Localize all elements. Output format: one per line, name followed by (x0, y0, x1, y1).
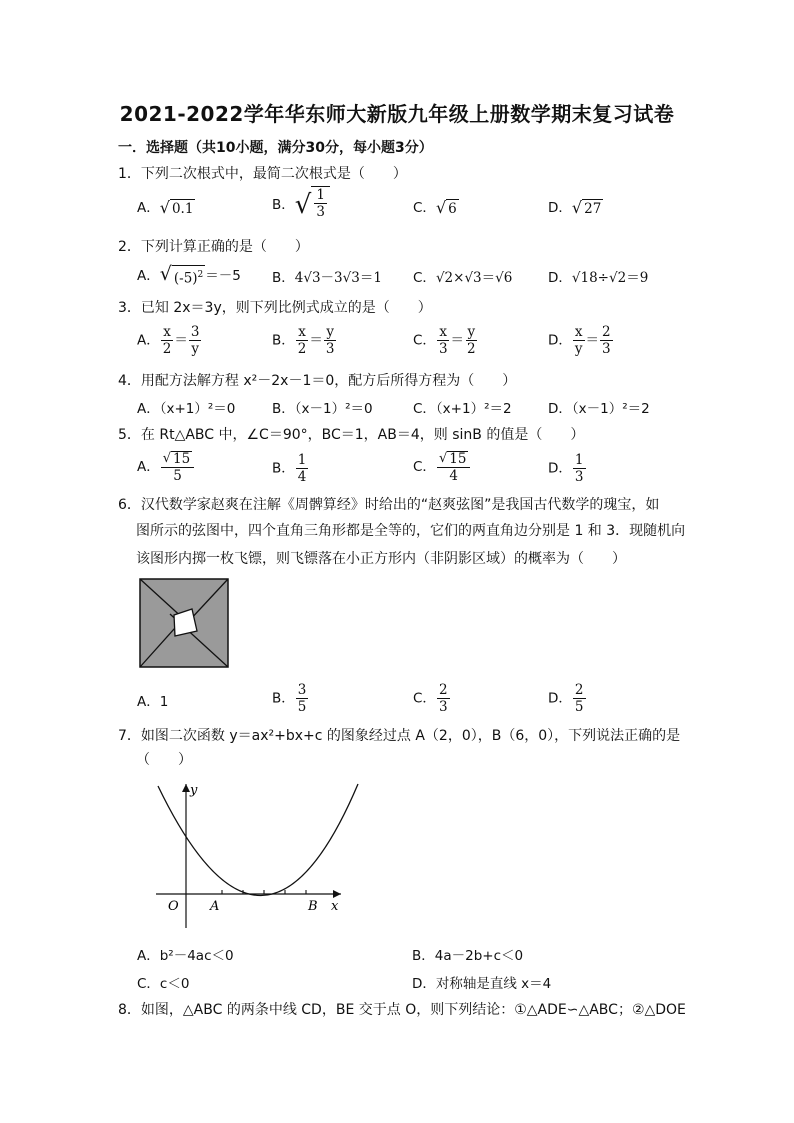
question-2-stem: 2．下列计算正确的是（ ） (118, 239, 309, 255)
point-b-label: B (308, 899, 318, 914)
q2-option-b: B．4√3－3√3＝1 (272, 270, 382, 286)
question-7-line-1: 7．如图二次函数 y＝ax²+bx+c 的图象经过点 A（2，0），B（6，0），下列说法正确的是 (118, 728, 681, 744)
q3-option-c: C． $\frac{x}{3}$ ＝ $\frac{y}{2}$ (413, 324, 476, 357)
q4-option-b: B．（x－1）²＝0 (272, 401, 373, 417)
q2-option-d: D．√18÷√2＝9 (548, 270, 649, 286)
q7-option-c: C．c＜0 (137, 976, 190, 992)
question-6-line-2: 图所示的弦图中，四个直角三角形都是全等的，它们的两直角边分别是 1 和 3．现随机向 (136, 523, 686, 539)
question-4-stem: 4．用配方法解方程 x²－2x－1＝0，配方后所得方程为（ ） (118, 373, 517, 389)
page-title: 2021-2022学年华东师大新版九年级上册数学期末复习试卷 (119, 102, 675, 126)
q3-option-a: A． $\frac{x}{2}$ ＝ $\frac{3}{y}$ (137, 324, 200, 357)
q6-option-d: D． $\frac{2}{5}$ (548, 682, 584, 715)
q7-option-d: D．对称轴是直线 x＝4 (412, 976, 552, 992)
q1-option-b: B． √ $\frac{1}{3}$ (272, 186, 330, 224)
y-axis-arrow (182, 784, 190, 792)
question-5-stem: 5．在 Rt△ABC 中，∠C＝90°，BC＝1，AB＝4，则 sinB 的值是（ ） (118, 427, 585, 443)
q3-option-b: B． $\frac{x}{2}$ ＝ $\frac{y}{3}$ (272, 324, 335, 357)
parabola-curve (158, 784, 358, 896)
q5-option-d: D． $\frac{1}{3}$ (548, 452, 584, 485)
q1-option-a: A． √ 0.1 (137, 197, 194, 217)
q7-option-a: A．b²－4ac＜0 (137, 948, 234, 964)
q4-option-d: D．（x－1）²＝2 (548, 401, 650, 417)
q4-option-c: C．（x+1）²＝2 (413, 401, 512, 417)
q7-option-b: B．4a－2b+c＜0 (412, 948, 524, 964)
question-6-line-3: 该图形内掷一枚飞镖，则飞镖落在小正方形内（非阴影区域）的概率为（ ） (136, 551, 626, 567)
question-3-stem: 3．已知 2x＝3y，则下列比例式成立的是（ ） (118, 300, 432, 316)
q4-option-a: A．（x+1）²＝0 (137, 401, 236, 417)
x-axis-arrow (333, 890, 341, 898)
parabola-graph (136, 776, 376, 936)
q5-option-b: B． $\frac{1}{4}$ (272, 452, 307, 485)
q2-option-a: A． √ $(-5)^2$ ＝－5 (137, 262, 241, 287)
q5-option-a: A． √ 15 5 (137, 450, 195, 484)
q3-option-d: D． $\frac{x}{y}$ ＝ $\frac{2}{3}$ (548, 324, 611, 357)
q6-option-a: A．1 (137, 694, 169, 710)
origin-label: O (168, 899, 179, 914)
q1-option-d: D． √ 27 (548, 197, 602, 217)
question-8-line-1: 8．如图，△ABC 的两条中线 CD，BE 交于点 O，则下列结论：①△ADE∽△ABC；②△DOE (118, 1002, 686, 1018)
q6-option-b: B． $\frac{3}{5}$ (272, 682, 307, 715)
y-axis-label: y (190, 783, 198, 798)
question-1-stem: 1．下列二次根式中，最简二次根式是（ ） (118, 166, 407, 182)
point-a-label: A (210, 899, 220, 914)
question-7-line-2: （ ） (136, 752, 192, 768)
zhao-shuang-string-diagram (139, 578, 229, 668)
question-6-line-1: 6．汉代数学家赵爽在注解《周髀算经》时给出的“赵爽弦图”是我国古代数学的瑰宝，如 (118, 497, 660, 513)
q6-option-c: C． $\frac{2}{3}$ (413, 682, 448, 715)
q1-option-c: C． √ 6 (413, 197, 457, 217)
section-heading: 一．选择题（共10小题，满分30分，每小题3分） (118, 140, 433, 156)
q5-option-c: C． √ 15 4 (413, 450, 471, 484)
x-axis-label: x (331, 899, 339, 914)
q2-option-c: C．√2×√3＝√6 (413, 270, 513, 286)
